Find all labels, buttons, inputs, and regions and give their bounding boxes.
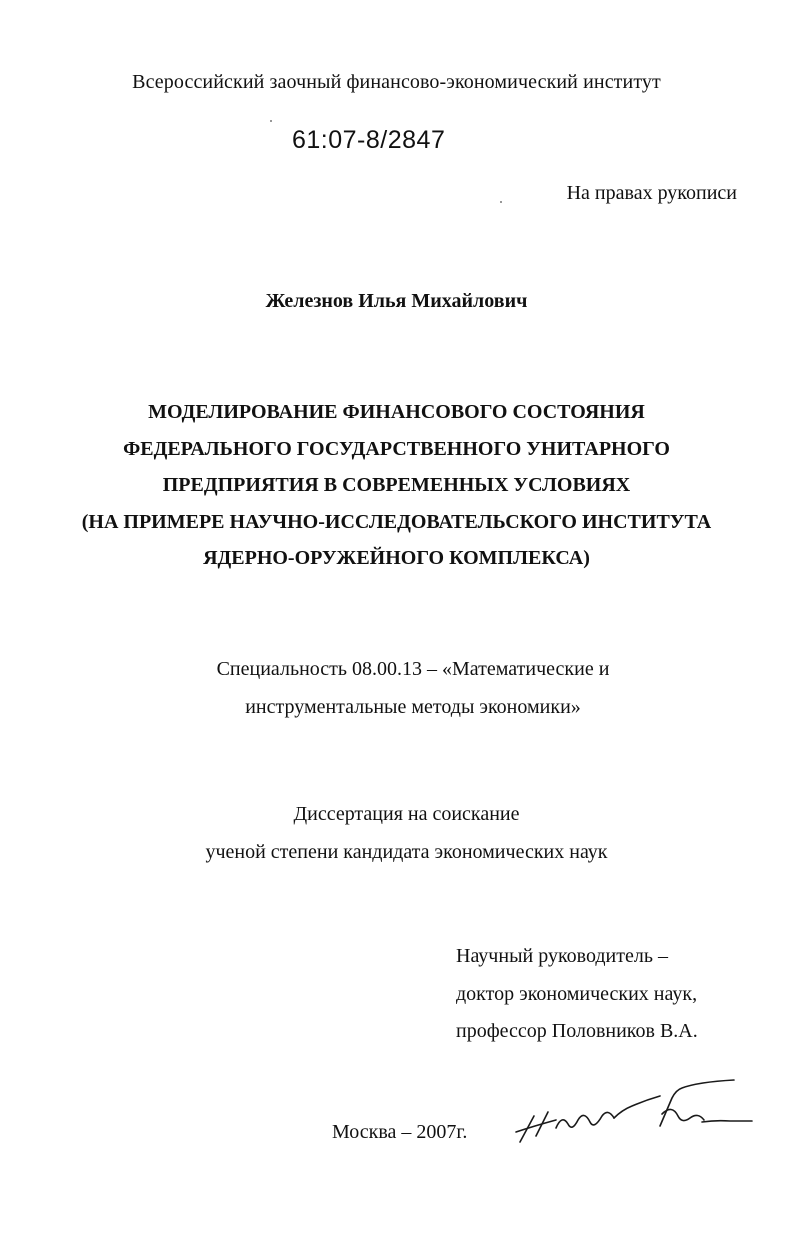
title-line: ЯДЕРНО-ОРУЖЕЙНОГО КОМПЛЕКСА) [203, 547, 590, 569]
degree-line: Диссертация на соискание [293, 803, 520, 825]
scan-speck [500, 201, 502, 203]
supervisor-line: доктор экономических наук, [456, 982, 698, 1005]
scan-speck [270, 120, 272, 122]
catalog-number: 61:07-8/2847 [292, 126, 446, 154]
dissertation-title [0, 394, 793, 577]
title-line: ФЕДЕРАЛЬНОГО ГОСУДАРСТВЕННОГО УНИТАРНОГО [123, 437, 670, 460]
supervisor-line: Научный руководитель – [456, 945, 668, 967]
dissertation-degree [0, 795, 793, 871]
specialty-line: инструментальные методы экономики» [245, 696, 581, 718]
title-line: ПРЕДПРИЯТИЯ В СОВРЕМЕННЫХ УСЛОВИЯХ [162, 474, 631, 496]
supervisor-line: профессор Половников В.А. [456, 1020, 698, 1042]
specialty-line: Специальность 08.00.13 – «Математические и [216, 658, 610, 680]
degree-line: ученой степени кандидата экономических наук [205, 841, 608, 863]
title-line: МОДЕЛИРОВАНИЕ ФИНАНСОВОГО СОСТОЯНИЯ [148, 401, 645, 423]
author-name: Железнов Илья Михайлович [265, 290, 528, 312]
city-year: Москва – 2007г. [332, 1121, 468, 1143]
handwritten-signature [512, 1076, 762, 1156]
rights-note: На правах рукописи [566, 182, 737, 204]
supervisor [456, 938, 698, 1051]
title-line: (НА ПРИМЕРЕ НАУЧНО-ИССЛЕДОВАТЕЛЬСКОГО ИНСТИТУТА [81, 510, 712, 533]
specialty [0, 650, 793, 726]
institute-name: Всероссийский заочный финансово-экономический институт [132, 71, 661, 93]
